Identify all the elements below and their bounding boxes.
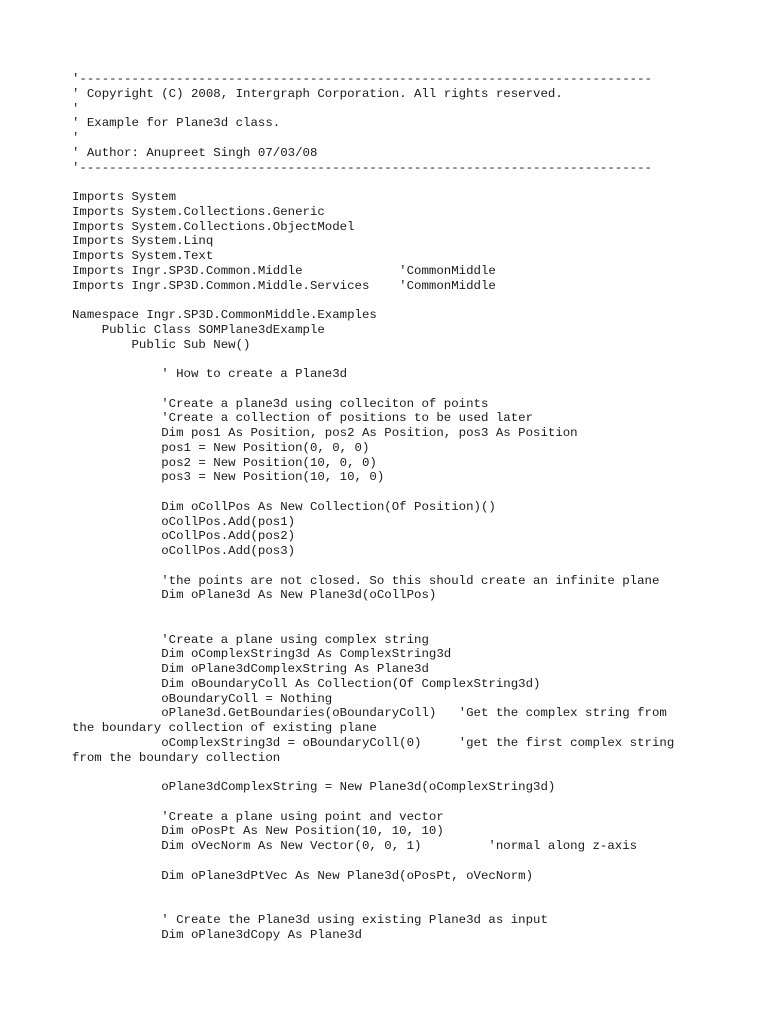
code-line: oCollPos.Add(pos2) [72, 529, 296, 544]
code-line: Dim oComplexString3d As ComplexString3d [72, 647, 452, 662]
code-line [72, 603, 692, 618]
code-line: Dim oBoundaryColl As Collection(Of ComplexString3d) [72, 676, 541, 691]
code-line [72, 795, 692, 810]
code-line: 'Create a plane using point and vector [72, 809, 444, 824]
code-line: ' Copyright (C) 2008, Intergraph Corporation. All rights reserved. [72, 86, 563, 101]
code-line: Public Sub New() [72, 337, 251, 352]
code-line: oPlane3dComplexString = New Plane3d(oComplexString3d) [72, 780, 556, 794]
code-line: oCollPos.Add(pos1) [72, 514, 296, 529]
code-line: Dim oPlane3dCopy As Plane3d [72, 927, 362, 942]
code-line: 'Create a plane using complex string [72, 632, 429, 647]
code-line: '----------------------------------------------------------------------------- [72, 160, 652, 175]
code-line: Imports Ingr.SP3D.Common.Middle.Services 'CommonMiddle [72, 278, 496, 293]
code-document [72, 72, 692, 942]
code-line [72, 618, 692, 633]
code-line: ' How to create a Plane3d [72, 367, 348, 381]
code-line: Dim oPlane3d As New Plane3d(oCollPos) [72, 588, 437, 603]
code-line: 'Create a collection of positions to be used later [72, 411, 534, 426]
code-line: Dim oVecNorm As New Vector(0, 0, 1) 'normal along z-axis [72, 839, 638, 853]
code-line [72, 898, 692, 913]
code-line: Imports System.Collections.ObjectModel [72, 219, 355, 234]
code-line: Dim oPosPt As New Position(10, 10, 10) [72, 824, 444, 839]
code-line: pos2 = New Position(10, 0, 0) [72, 455, 377, 470]
code-line: Dim oCollPos As New Collection(Of Position)() [72, 499, 496, 514]
code-line [72, 883, 692, 898]
code-line: Dim pos1 As Position, pos2 As Position, pos3 As Position [72, 426, 578, 440]
code-line: Imports System [72, 190, 177, 204]
code-line: '----------------------------------------------------------------------------- [72, 72, 652, 86]
code-line [72, 352, 692, 367]
code-line [72, 175, 692, 190]
code-line: oCollPos.Add(pos3) [72, 544, 296, 558]
code-line [72, 485, 692, 500]
code-line [72, 293, 692, 308]
code-line: ' [72, 131, 80, 145]
code-line: ' Author: Anupreet Singh 07/03/08 [72, 145, 318, 160]
code-line: ' Example for Plane3d class. [72, 116, 281, 131]
code-line: oPlane3d.GetBoundaries(oBoundaryColl) 'Get the complex string from [72, 706, 667, 721]
code-line: Imports System.Linq [72, 234, 214, 249]
code-line: Dim oPlane3dComplexString As Plane3d [72, 662, 429, 676]
code-line: ' [72, 101, 80, 116]
code-line: pos3 = New Position(10, 10, 0) [72, 470, 385, 485]
code-line: Dim oPlane3dPtVec As New Plane3d(oPosPt, oVecNorm) [72, 868, 534, 883]
code-line: Namespace Ingr.SP3D.CommonMiddle.Examples [72, 308, 377, 322]
code-line: Imports Ingr.SP3D.Common.Middle 'CommonMiddle [72, 263, 496, 278]
code-line [72, 559, 692, 574]
code-line [72, 765, 692, 780]
code-line: 'Create a plane3d using colleciton of points [72, 396, 489, 411]
code-line: Public Class SOMPlane3dExample [72, 322, 325, 337]
code-line: from the boundary collection [72, 750, 281, 765]
code-line: the boundary collection of existing plane [72, 721, 377, 735]
code-line: oComplexString3d = oBoundaryColl(0) 'get the first complex string [72, 735, 675, 750]
code-line: Imports System.Collections.Generic [72, 204, 325, 219]
code-line: ' Create the Plane3d using existing Plane3d as input [72, 912, 548, 927]
code-line [72, 382, 692, 397]
code-line: pos1 = New Position(0, 0, 0) [72, 440, 370, 455]
code-line: Imports System.Text [72, 249, 214, 263]
code-line [72, 854, 692, 869]
code-line: oBoundaryColl = Nothing [72, 691, 333, 706]
code-line: 'the points are not closed. So this should create an infinite plane [72, 573, 660, 588]
